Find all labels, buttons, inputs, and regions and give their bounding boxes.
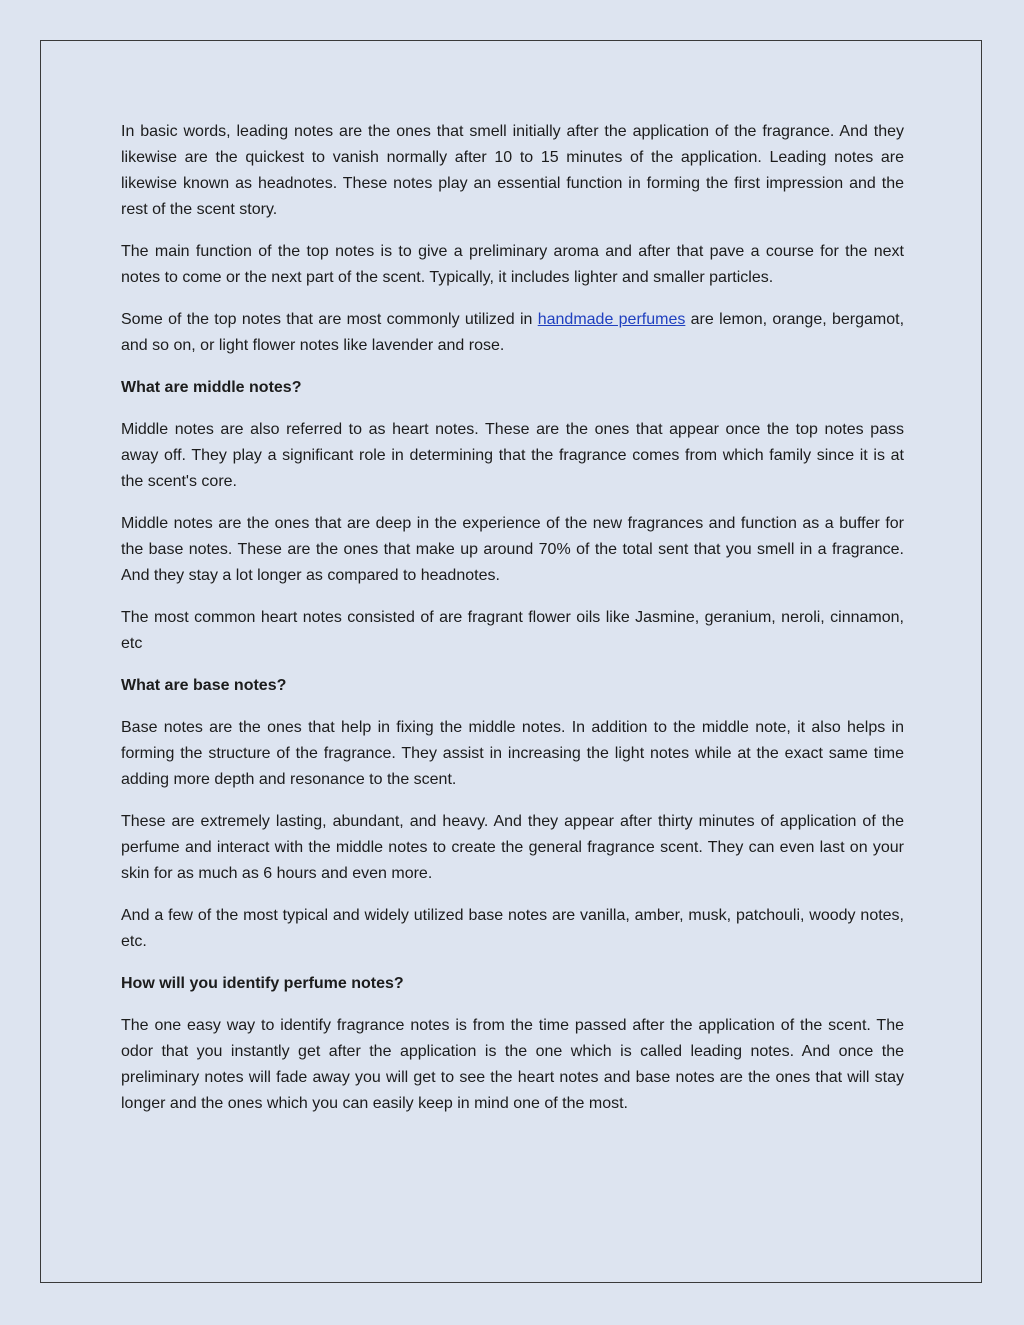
paragraph-middle-notes-role: Middle notes are the ones that are deep in the experience of the new fragrances and function as a buffer for the base notes. These are the ones that make up around 70% of the total sent that you smell in a fragrance. And they stay a lot longer as compared to headnotes. xyxy=(121,515,904,584)
document-body xyxy=(121,119,904,1133)
heading-middle-notes: What are middle notes? xyxy=(121,379,302,396)
paragraph-base-notes-examples: And a few of the most typical and widely utilized base notes are vanilla, amber, musk, patchouli, woody notes, etc. xyxy=(121,907,904,950)
paragraph-top-notes-examples xyxy=(121,307,904,359)
paragraph-base-notes-intro: Base notes are the ones that help in fixing the middle notes. In addition to the middle note, it also helps in forming the structure of the fragrance. They assist in increasing the light notes while at the exact same time adding more depth and resonance to the scent. xyxy=(121,719,904,788)
paragraph-top-notes-function: The main function of the top notes is to give a preliminary aroma and after that pave a course for the next notes to come or the next part of the scent. Typically, it includes lighter and smaller particles. xyxy=(121,243,904,286)
paragraph-middle-notes-examples: The most common heart notes consisted of are fragrant flower oils like Jasmine, geranium, neroli, cinnamon, etc xyxy=(121,609,904,652)
paragraph-top-notes-intro: In basic words, leading notes are the ones that smell initially after the application of the fragrance. And they likewise are the quickest to vanish normally after 10 to 15 minutes of the application. Leading notes are likewise known as headnotes. These notes play an essential function in forming the first impression and the rest of the scent story. xyxy=(121,123,904,218)
paragraph-text: Some of the top notes that are most commonly utilized in xyxy=(121,311,538,328)
heading-identify-notes: How will you identify perfume notes? xyxy=(121,975,404,992)
paragraph-text: are lemon, orange, bergamot, and so on, or light flower notes like lavender and rose. xyxy=(121,311,905,354)
handmade-perfumes-link[interactable]: handmade perfumes xyxy=(537,311,686,328)
heading-base-notes: What are base notes? xyxy=(121,677,287,694)
page-frame xyxy=(40,40,982,1283)
paragraph-base-notes-lasting: These are extremely lasting, abundant, and heavy. And they appear after thirty minutes of application of the perfume and interact with the middle notes to create the general fragrance scent. They can even last on your skin for as much as 6 hours and even more. xyxy=(121,813,904,882)
paragraph-identify-notes: The one easy way to identify fragrance notes is from the time passed after the application of the scent. The odor that you instantly get after the application is the one which is called leading notes. And once the preliminary notes will fade away you will get to see the heart notes and base notes are the ones that will stay longer and the ones which you can easily keep in mind one of the most. xyxy=(121,1017,904,1112)
paragraph-middle-notes-intro: Middle notes are also referred to as heart notes. These are the ones that appear once the top notes pass away off. They play a significant role in determining that the fragrance comes from which family since it is at the scent's core. xyxy=(121,421,904,490)
